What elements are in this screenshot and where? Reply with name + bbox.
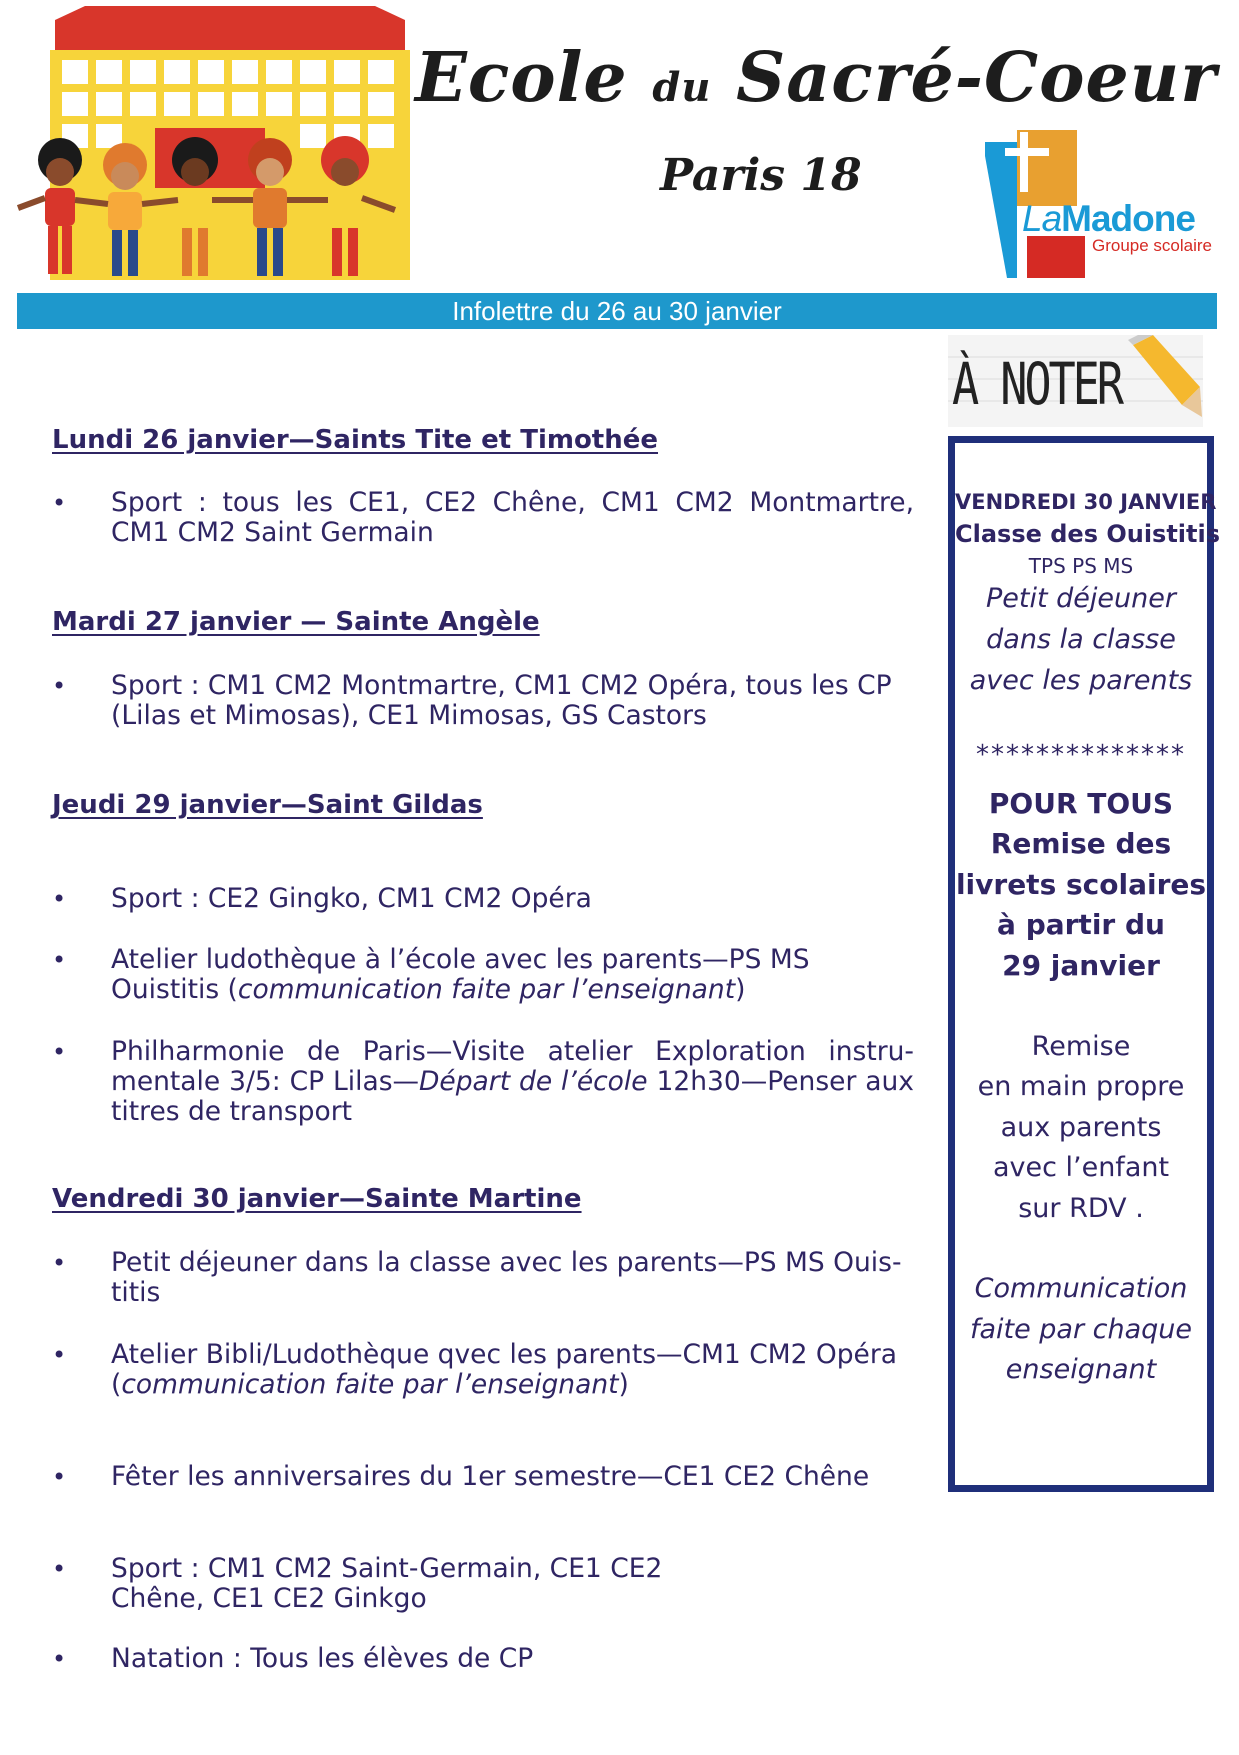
sidebar-event-line: avec les parents bbox=[969, 665, 1193, 696]
sidebar-hand-line: aux parents bbox=[1000, 1112, 1162, 1143]
sidebar-separator: ************** bbox=[976, 740, 1186, 770]
sidebar-class: Classe des Ouistitis bbox=[955, 520, 1221, 548]
bullet-icon: • bbox=[52, 1038, 67, 1066]
bullet-icon: • bbox=[52, 885, 67, 913]
day-heading-friday: Vendredi 30 janvier—Sainte Martine bbox=[52, 1184, 582, 1214]
bullet-icon: • bbox=[52, 1463, 67, 1491]
bullet-icon: • bbox=[52, 946, 67, 974]
sidebar-all-line: Remise des bbox=[990, 827, 1172, 860]
day-heading-tuesday: Mardi 27 janvier — Sainte Angèle bbox=[52, 607, 540, 637]
bullet-icon: • bbox=[52, 1341, 67, 1369]
sidebar-comm-line: faite par chaque bbox=[969, 1314, 1193, 1345]
sidebar-all-line: POUR TOUS bbox=[988, 787, 1174, 820]
bullet-icon: • bbox=[52, 1249, 67, 1277]
sidebar-all-line: 29 janvier bbox=[1002, 949, 1160, 982]
sidebar-all-line: à partir du bbox=[997, 908, 1165, 941]
side-panel bbox=[948, 436, 1221, 1492]
school-city: Paris 18 bbox=[660, 150, 862, 201]
school-children-icon bbox=[0, 0, 440, 295]
day-heading-monday: Lundi 26 janvier—Saints Tite et Timothée bbox=[52, 425, 659, 455]
logo-name: LaMadone bbox=[1022, 198, 1195, 239]
bullet-icon: • bbox=[52, 1555, 67, 1583]
day-heading-thursday: Jeudi 29 janvier—Saint Gildas bbox=[52, 790, 483, 820]
school-title: Ecole du Sacré-Coeur bbox=[415, 38, 1218, 118]
sidebar-hand-line: sur RDV . bbox=[1018, 1193, 1144, 1224]
newsletter-banner: Infolettre du 26 au 30 janvier bbox=[17, 293, 1217, 329]
sidebar-levels: TPS PS MS bbox=[1028, 554, 1134, 578]
sidebar-comm-line: Communication bbox=[974, 1273, 1188, 1304]
sidebar-all-line: livrets scolaires bbox=[955, 868, 1207, 901]
a-noter-title: À NOTER bbox=[952, 350, 1121, 418]
sidebar-date: VENDREDI 30 JANVIER bbox=[955, 490, 1217, 514]
sidebar-hand-line: en main propre bbox=[977, 1071, 1185, 1102]
bullet-icon: • bbox=[52, 1645, 67, 1673]
sidebar-comm-line: enseignant bbox=[1005, 1354, 1157, 1385]
bullet-icon: • bbox=[52, 672, 67, 700]
bullet-icon: • bbox=[52, 489, 67, 517]
sidebar-event-line: dans la classe bbox=[986, 624, 1176, 655]
logo-subtitle: Groupe scolaire bbox=[1092, 236, 1213, 255]
sidebar-hand-line: avec l’enfant bbox=[992, 1152, 1170, 1183]
sidebar-hand-line: Remise bbox=[1031, 1031, 1131, 1062]
sidebar-event-line: Petit déjeuner bbox=[986, 583, 1176, 614]
